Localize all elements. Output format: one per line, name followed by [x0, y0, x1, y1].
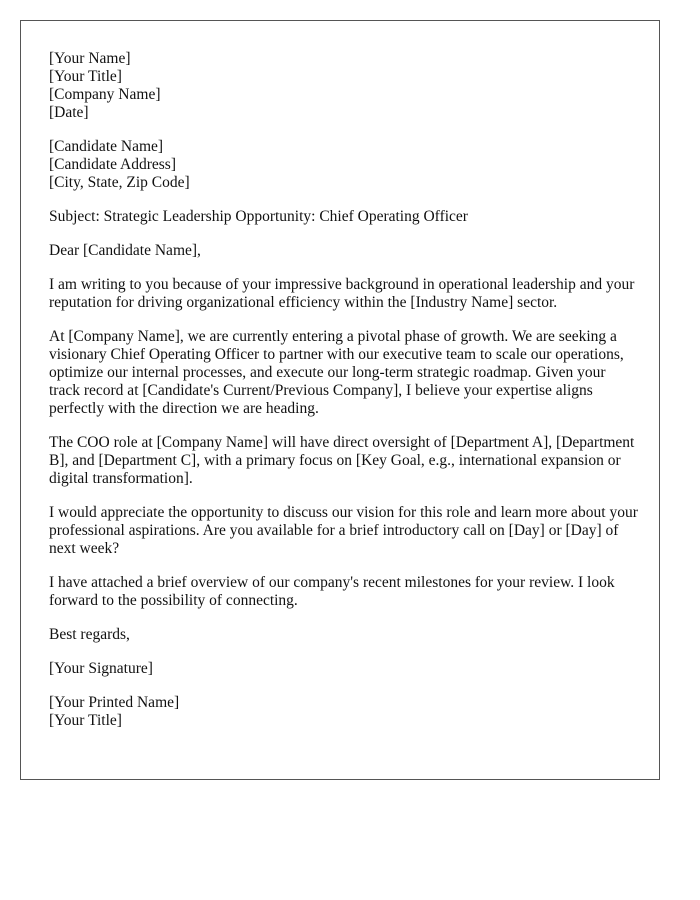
letter-page: [20, 20, 660, 780]
printed-name-block: [49, 694, 639, 730]
body-paragraph-3: The COO role at [Company Name] will have direct oversight of [Department A], [Department B], and [Department C], with a primary focus on [Key Goal, e.g., international expansion or digital transformation].: [49, 434, 635, 487]
printed-name: [Your Printed Name]: [49, 694, 180, 711]
printed-title: [Your Title]: [49, 712, 122, 729]
recipient-name: [Candidate Name]: [49, 138, 164, 155]
signature: [Your Signature]: [49, 660, 153, 677]
letter-date: [Date]: [49, 104, 89, 121]
closing: Best regards,: [49, 626, 130, 643]
recipient-block: [49, 138, 639, 192]
sender-title: [Your Title]: [49, 68, 122, 85]
salutation: Dear [Candidate Name],: [49, 242, 201, 259]
letter-body: [49, 50, 639, 730]
sender-company: [Company Name]: [49, 86, 161, 103]
sender-name: [Your Name]: [49, 50, 131, 67]
body-paragraph-2: At [Company Name], we are currently entering a pivotal phase of growth. We are seeking a visionary Chief Operating Officer to partner with our executive team to scale our operations, optimize our internal processes, and execute our long-term strategic roadmap. Given your track record at [Candidate's Current/Previous Company], I believe your expertise aligns perfectly with the direction we are heading.: [49, 328, 624, 417]
body-paragraph-4: I would appreciate the opportunity to discuss our vision for this role and learn more about your professional aspirations. Are you available for a brief introductory call on [Day] or [Day] of next week?: [49, 504, 638, 557]
recipient-address: [Candidate Address]: [49, 156, 176, 173]
body-paragraph-5: I have attached a brief overview of our company's recent milestones for your review. I look forward to the possibility of connecting.: [49, 574, 615, 609]
body-paragraph-1: I am writing to you because of your impressive background in operational leadership and your reputation for driving organizational efficiency within the [Industry Name] sector.: [49, 276, 635, 311]
recipient-city-state-zip: [City, State, Zip Code]: [49, 174, 190, 191]
sender-block: [49, 50, 639, 122]
subject-line: Subject: Strategic Leadership Opportunity: Chief Operating Officer: [49, 208, 468, 225]
